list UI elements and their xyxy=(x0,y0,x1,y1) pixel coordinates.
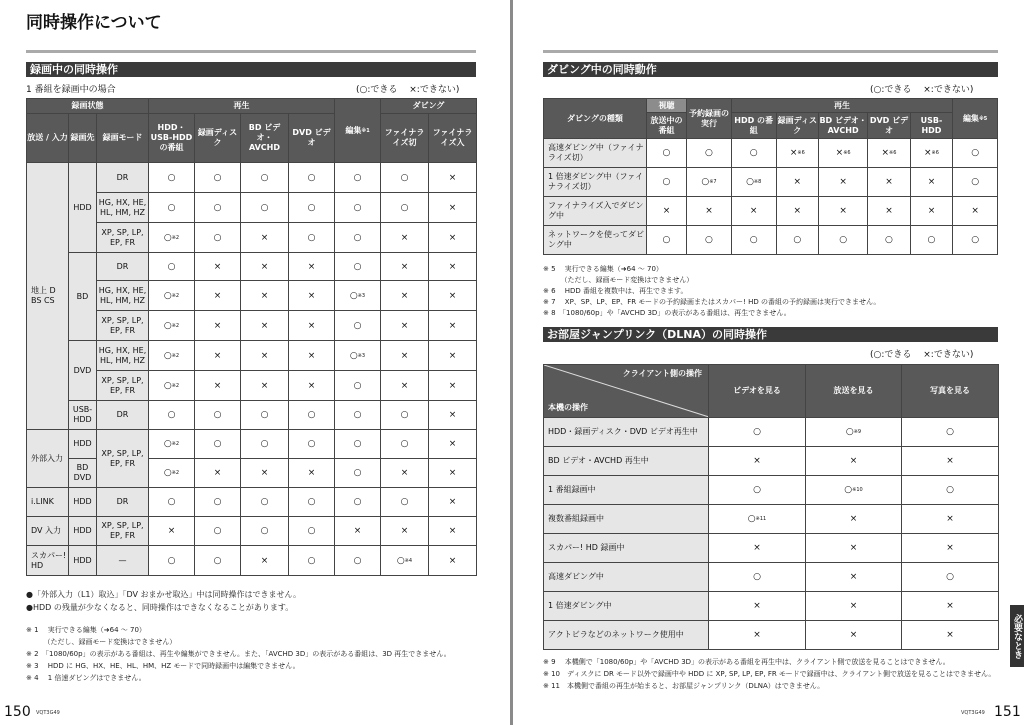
status-cell: × xyxy=(429,311,477,341)
status-cell: ○ xyxy=(335,223,381,253)
status-cell: × xyxy=(910,197,953,226)
footnote: ※ 6 HDD 番組を複数中は、再生できます。 xyxy=(543,287,688,295)
status-cell: × xyxy=(429,488,477,517)
status-cell: ○ xyxy=(381,193,429,223)
status-cell: × xyxy=(195,459,241,488)
table-subtitle: 1 番組を録画中の場合 xyxy=(26,85,116,95)
doc-code: VQT3G49 xyxy=(961,710,985,716)
status-cell: ○ xyxy=(289,430,335,459)
status-cell: × xyxy=(381,371,429,401)
dlna-row-label: スカパー! HD 録画中 xyxy=(544,534,709,563)
source-cell: スカパー! HD xyxy=(27,546,69,576)
doc-code: VQT3G49 xyxy=(36,710,60,716)
status-cell: ○ xyxy=(289,163,335,193)
footnote: ※ 4 1 倍速ダビングはできません。 xyxy=(26,674,146,682)
status-cell: ×$^{※6}$ xyxy=(819,139,868,168)
status-cell: ○ xyxy=(195,430,241,459)
title-underline xyxy=(543,50,998,53)
status-cell: ○ xyxy=(195,401,241,430)
hdd-header: HDD の番組 xyxy=(731,113,776,139)
mode-cell: HG, HX, HE, HL, HM, HZ xyxy=(97,341,149,371)
status-cell: ○ xyxy=(902,418,999,447)
status-cell: ○ xyxy=(953,139,998,168)
status-cell: ○ xyxy=(289,193,335,223)
status-cell: × xyxy=(195,311,241,341)
status-cell: × xyxy=(195,253,241,281)
rec-state-header: 録画状態 xyxy=(27,99,149,114)
source-cell: DV 入力 xyxy=(27,517,69,546)
mode-cell: DR xyxy=(97,401,149,430)
status-cell: × xyxy=(241,371,289,401)
bullet-note: ●「外部入力（L1）取込」「DV おまかせ取込」中は同時操作はできません。 xyxy=(26,590,302,599)
status-cell: × xyxy=(776,168,818,197)
footnote: （ただし、録画モード変換はできません） xyxy=(26,638,177,646)
status-cell: ○ xyxy=(868,226,910,255)
bd-avchd-header: BD ビデオ・AVCHD xyxy=(819,113,868,139)
dvd-video-header: DVD ビデオ xyxy=(289,114,335,163)
mode-cell: DR xyxy=(97,488,149,517)
status-cell: × xyxy=(709,621,806,650)
status-cell: × xyxy=(195,371,241,401)
status-cell: × xyxy=(335,517,381,546)
status-cell: ○ xyxy=(195,193,241,223)
status-cell: ○$^{※10}$ xyxy=(806,476,902,505)
status-cell: ○$^{※2}$ xyxy=(149,223,195,253)
status-cell: × xyxy=(868,168,910,197)
status-cell: ○$^{※2}$ xyxy=(149,311,195,341)
status-cell: ○ xyxy=(902,476,999,505)
edit-label: 編集 xyxy=(962,113,979,123)
dub-row-label: 高速ダビング中（ファイナライズ切） xyxy=(544,139,647,168)
client-label: クライアント側の操作 xyxy=(622,369,702,378)
status-cell: ○ xyxy=(149,546,195,576)
title-underline xyxy=(26,50,476,53)
footnote: ※ 8 「1080/60p」や「AVCHD 3D」の表示がある番組は、再生できません。 xyxy=(543,309,791,317)
status-cell: × xyxy=(776,197,818,226)
status-cell: × xyxy=(819,197,868,226)
status-cell: ○ xyxy=(910,226,953,255)
status-cell: ○$^{※11}$ xyxy=(709,505,806,534)
dest-cell: BD DVD xyxy=(69,459,97,488)
source-cell: 地上 D BS CS xyxy=(27,163,69,430)
rec-disc-header: 録画ディスク xyxy=(776,113,818,139)
status-cell: × xyxy=(381,311,429,341)
playback-header: 再生 xyxy=(149,99,335,114)
edit-header xyxy=(335,99,381,163)
status-cell: ○ xyxy=(687,139,732,168)
status-cell: ○ xyxy=(776,226,818,255)
status-cell: ○ xyxy=(335,311,381,341)
status-cell: ○ xyxy=(709,418,806,447)
status-cell: × xyxy=(429,163,477,193)
section-header: ダビング中の同時動作 xyxy=(543,62,998,77)
status-cell: ○ xyxy=(335,401,381,430)
status-cell: × xyxy=(241,341,289,371)
status-cell: × xyxy=(289,253,335,281)
unit-label: 本機の操作 xyxy=(548,403,588,412)
status-cell: ○ xyxy=(819,226,868,255)
status-cell: ○ xyxy=(289,488,335,517)
watch-header: 視聴 xyxy=(646,99,686,113)
source-cell: 外部入力 xyxy=(27,430,69,488)
status-cell: × xyxy=(241,281,289,311)
status-cell: × xyxy=(289,371,335,401)
status-cell: ○ xyxy=(731,226,776,255)
dub-row-label: ネットワークを使ってダビング中 xyxy=(544,226,647,255)
status-cell: × xyxy=(429,401,477,430)
status-cell: ○ xyxy=(241,401,289,430)
status-cell: × xyxy=(953,197,998,226)
status-cell: ○ xyxy=(646,168,686,197)
status-cell: × xyxy=(429,459,477,488)
status-cell: ×$^{※6}$ xyxy=(868,139,910,168)
status-cell: ○$^{※8}$ xyxy=(731,168,776,197)
status-cell: ○ xyxy=(241,193,289,223)
status-cell: ○ xyxy=(646,226,686,255)
mode-cell: XP, SP, LP, EP, FR xyxy=(97,430,149,488)
dub-type-header: ダビングの種類 xyxy=(544,99,647,139)
section-header: お部屋ジャンプリンク（DLNA）の同時操作 xyxy=(543,327,998,342)
status-cell: × xyxy=(289,341,335,371)
status-cell: × xyxy=(902,447,999,476)
dest-cell: DVD xyxy=(69,341,97,401)
dlna-corner xyxy=(544,365,708,417)
status-cell: ○ xyxy=(149,253,195,281)
status-cell: × xyxy=(806,592,902,621)
mode-cell: DR xyxy=(97,163,149,193)
timer-header: 予約録画の実行 xyxy=(687,99,732,139)
status-cell: ○$^{※2}$ xyxy=(149,341,195,371)
status-cell: × xyxy=(429,193,477,223)
status-cell: × xyxy=(902,621,999,650)
status-cell: × xyxy=(289,311,335,341)
status-cell: × xyxy=(806,534,902,563)
status-cell: × xyxy=(806,563,902,592)
mode-cell: XP, SP, LP, EP, FR xyxy=(97,517,149,546)
status-cell: ○ xyxy=(289,223,335,253)
status-cell: × xyxy=(429,341,477,371)
status-cell: ○ xyxy=(687,226,732,255)
footnote: ※ 7 XP、SP、LP、EP、FR モードの予約録画またはスカパー! HD の番組の予約録画は実行できません。 xyxy=(543,298,881,306)
status-cell: ○ xyxy=(709,476,806,505)
status-cell: ○ xyxy=(335,430,381,459)
footnote: ※ 1 実行できる編集（➜64 ～ 70） xyxy=(26,626,146,634)
status-cell: × xyxy=(429,371,477,401)
status-cell: ○ xyxy=(335,253,381,281)
rec-disc-header: 録画ディスク xyxy=(195,114,241,163)
mode-cell: XP, SP, LP, EP, FR xyxy=(97,223,149,253)
status-cell: × xyxy=(902,592,999,621)
dlna-row-label: 1 番組録画中 xyxy=(544,476,709,505)
side-tab: 必要なとき xyxy=(1010,605,1024,667)
hdd-usb-header: HDD・USB-HDD の番組 xyxy=(149,114,195,163)
status-cell: × xyxy=(731,197,776,226)
status-cell: ×$^{※6}$ xyxy=(776,139,818,168)
status-cell: ○$^{※3}$ xyxy=(335,281,381,311)
dlna-row-label: 1 倍速ダビング中 xyxy=(544,592,709,621)
video-header: ビデオを見る xyxy=(709,365,806,418)
status-cell: ○ xyxy=(195,223,241,253)
status-cell: ○ xyxy=(381,401,429,430)
status-cell: ○ xyxy=(149,401,195,430)
rec-dest-header: 録画先 xyxy=(69,114,97,163)
dest-cell: HDD xyxy=(69,517,97,546)
status-cell: × xyxy=(806,621,902,650)
legend: (○:できる ×:できない) xyxy=(870,350,974,360)
status-cell: × xyxy=(241,459,289,488)
mode-cell: DR xyxy=(97,253,149,281)
status-cell: ○ xyxy=(149,488,195,517)
dest-cell: HDD xyxy=(69,430,97,459)
source-cell: i.LINK xyxy=(27,488,69,517)
status-cell: × xyxy=(806,505,902,534)
status-cell: ○ xyxy=(335,488,381,517)
status-cell: ○$^{※2}$ xyxy=(149,371,195,401)
recording-table xyxy=(26,98,477,576)
dest-cell: HDD xyxy=(69,546,97,576)
status-cell: × xyxy=(709,592,806,621)
footnote: ※ 11 本機側で番組の再生が始まると、お部屋ジャンプリンク（DLNA）はできません。 xyxy=(543,682,825,690)
footnote: ※ 10 ディスクに DR モード以外で録画中や HDD に XP, SP, LP, EP, FR モードで録画中は、クライアント側で放送を見ることはできません。 xyxy=(543,670,996,678)
status-cell: × xyxy=(429,253,477,281)
dest-cell: BD xyxy=(69,253,97,341)
status-cell: ○$^{※3}$ xyxy=(335,341,381,371)
status-cell: × xyxy=(241,253,289,281)
status-cell: ○ xyxy=(195,163,241,193)
dub-row-label: 1 倍速ダビング中（ファイナライズ切） xyxy=(544,168,647,197)
dlna-row-label: HDD・録画ディスク・DVD ビデオ再生中 xyxy=(544,418,709,447)
status-cell: ○ xyxy=(953,226,998,255)
status-cell: ○ xyxy=(381,488,429,517)
finalize-off-header: ファイナライズ切 xyxy=(381,114,429,163)
dvd-header: DVD ビデオ xyxy=(868,113,910,139)
status-cell: × xyxy=(429,281,477,311)
dlna-row-label: 複数番組録画中 xyxy=(544,505,709,534)
dlna-row-label: BD ビデオ・AVCHD 再生中 xyxy=(544,447,709,476)
dlna-row-label: アクトビラなどのネットワーク使用中 xyxy=(544,621,709,650)
status-cell: × xyxy=(646,197,686,226)
page-number: 150 xyxy=(4,704,31,720)
status-cell: ○ xyxy=(289,517,335,546)
edit-header xyxy=(953,99,998,139)
broadcast-header: 放送を見る xyxy=(806,365,902,418)
status-cell: × xyxy=(195,341,241,371)
right-page xyxy=(513,0,1024,725)
status-cell: × xyxy=(819,168,868,197)
status-cell: × xyxy=(241,223,289,253)
dlna-row-label: 高速ダビング中 xyxy=(544,563,709,592)
edit-label: 編集 xyxy=(345,125,362,135)
status-cell: ○ xyxy=(335,546,381,576)
status-cell: ○ xyxy=(195,546,241,576)
status-cell: ○ xyxy=(241,488,289,517)
status-cell: × xyxy=(429,546,477,576)
dest-cell: HDD xyxy=(69,488,97,517)
status-cell: × xyxy=(241,546,289,576)
rec-mode-header: 録画モード xyxy=(97,114,149,163)
status-cell: × xyxy=(868,197,910,226)
bd-avchd-header: BD ビデオ・AVCHD xyxy=(241,114,289,163)
dlna-corner-header xyxy=(544,365,709,418)
status-cell: × xyxy=(241,311,289,341)
status-cell: ○$^{※4}$ xyxy=(381,546,429,576)
watch-sub-header: 放送中の番組 xyxy=(646,113,686,139)
status-cell: ○ xyxy=(335,193,381,223)
status-cell: × xyxy=(381,253,429,281)
footnote: ※ 9 本機側で「1080/60p」や「AVCHD 3D」の表示がある番組を再生中は、クライアント側で放送を見ることはできません。 xyxy=(543,658,950,666)
legend: (○:できる ×:できない) xyxy=(870,85,974,95)
status-cell: ○ xyxy=(381,163,429,193)
status-cell: ○ xyxy=(335,163,381,193)
status-cell: × xyxy=(902,534,999,563)
left-page xyxy=(0,0,511,725)
section-header: 録画中の同時操作 xyxy=(26,62,476,77)
status-cell: × xyxy=(289,459,335,488)
status-cell: ○ xyxy=(709,563,806,592)
dubbing-header: ダビング xyxy=(381,99,477,114)
bullet-note: ●HDD の残量が少なくなると、同時操作はできなくなることがあります。 xyxy=(26,603,294,612)
status-cell: ○ xyxy=(731,139,776,168)
status-cell: ○ xyxy=(195,517,241,546)
edit-footnote: ※5 xyxy=(978,115,988,122)
playback-header: 再生 xyxy=(731,99,952,113)
status-cell: × xyxy=(709,447,806,476)
finalize-on-header: ファイナライズ入 xyxy=(429,114,477,163)
mode-cell: XP, SP, LP, EP, FR xyxy=(97,311,149,341)
mode-cell: — xyxy=(97,546,149,576)
status-cell: × xyxy=(429,517,477,546)
photo-header: 写真を見る xyxy=(902,365,999,418)
status-cell: ○$^{※2}$ xyxy=(149,459,195,488)
footnote: ※ 3 HDD に HG、HX、HE、HL、HM、HZ モードで同時録画中は編集できません。 xyxy=(26,662,300,670)
status-cell: ○ xyxy=(241,430,289,459)
status-cell: × xyxy=(381,459,429,488)
status-cell: ○$^{※2}$ xyxy=(149,281,195,311)
status-cell: ○ xyxy=(241,517,289,546)
mode-cell: HG, HX, HE, HL, HM, HZ xyxy=(97,281,149,311)
status-cell: × xyxy=(806,447,902,476)
status-cell: × xyxy=(902,505,999,534)
status-cell: × xyxy=(429,223,477,253)
status-cell: ○ xyxy=(289,546,335,576)
legend: (○:できる ×:できない) xyxy=(356,85,460,95)
status-cell: ○$^{※9}$ xyxy=(806,418,902,447)
status-cell: × xyxy=(149,517,195,546)
dub-row-label: ファイナライズ入でダビング中 xyxy=(544,197,647,226)
status-cell: ○ xyxy=(195,488,241,517)
dest-cell: USB-HDD xyxy=(69,401,97,430)
status-cell: × xyxy=(381,281,429,311)
page-number: 151 xyxy=(994,704,1021,720)
dest-cell: HDD xyxy=(69,163,97,253)
status-cell: ○ xyxy=(149,193,195,223)
status-cell: × xyxy=(381,223,429,253)
status-cell: × xyxy=(429,430,477,459)
mode-cell: HG, HX, HE, HL, HM, HZ xyxy=(97,193,149,223)
footnote: ※ 2 「1080/60p」の表示がある番組は、再生や編集ができません。また、「AVCHD 3D」の表示がある番組は、3D 再生できません。 xyxy=(26,650,451,658)
usb-header: USB-HDD xyxy=(910,113,953,139)
status-cell: ○ xyxy=(902,563,999,592)
status-cell: ○$^{※2}$ xyxy=(149,430,195,459)
status-cell: × xyxy=(381,341,429,371)
status-cell: ○ xyxy=(381,430,429,459)
mode-cell: XP, SP, LP, EP, FR xyxy=(97,371,149,401)
status-cell: × xyxy=(709,534,806,563)
status-cell: ○ xyxy=(149,163,195,193)
footnote: ※ 5 実行できる編集（➜64 ～ 70） xyxy=(543,265,663,273)
status-cell: × xyxy=(910,168,953,197)
status-cell: ○ xyxy=(289,401,335,430)
status-cell: ○$^{※7}$ xyxy=(687,168,732,197)
status-cell: ×$^{※6}$ xyxy=(910,139,953,168)
status-cell: ○ xyxy=(241,163,289,193)
page-title: 同時操作について xyxy=(26,13,162,33)
broadcast-input-header: 放送 / 入力 xyxy=(27,114,69,163)
status-cell: ○ xyxy=(335,371,381,401)
status-cell: × xyxy=(687,197,732,226)
status-cell: × xyxy=(195,281,241,311)
status-cell: ○ xyxy=(646,139,686,168)
footnote: （ただし、録画モード変換はできません） xyxy=(543,276,694,284)
status-cell: × xyxy=(289,281,335,311)
status-cell: ○ xyxy=(335,459,381,488)
status-cell: ○ xyxy=(953,168,998,197)
status-cell: × xyxy=(381,517,429,546)
edit-footnote: ※1 xyxy=(361,127,370,134)
dlna-table xyxy=(543,364,999,650)
dubbing-table xyxy=(543,98,998,255)
